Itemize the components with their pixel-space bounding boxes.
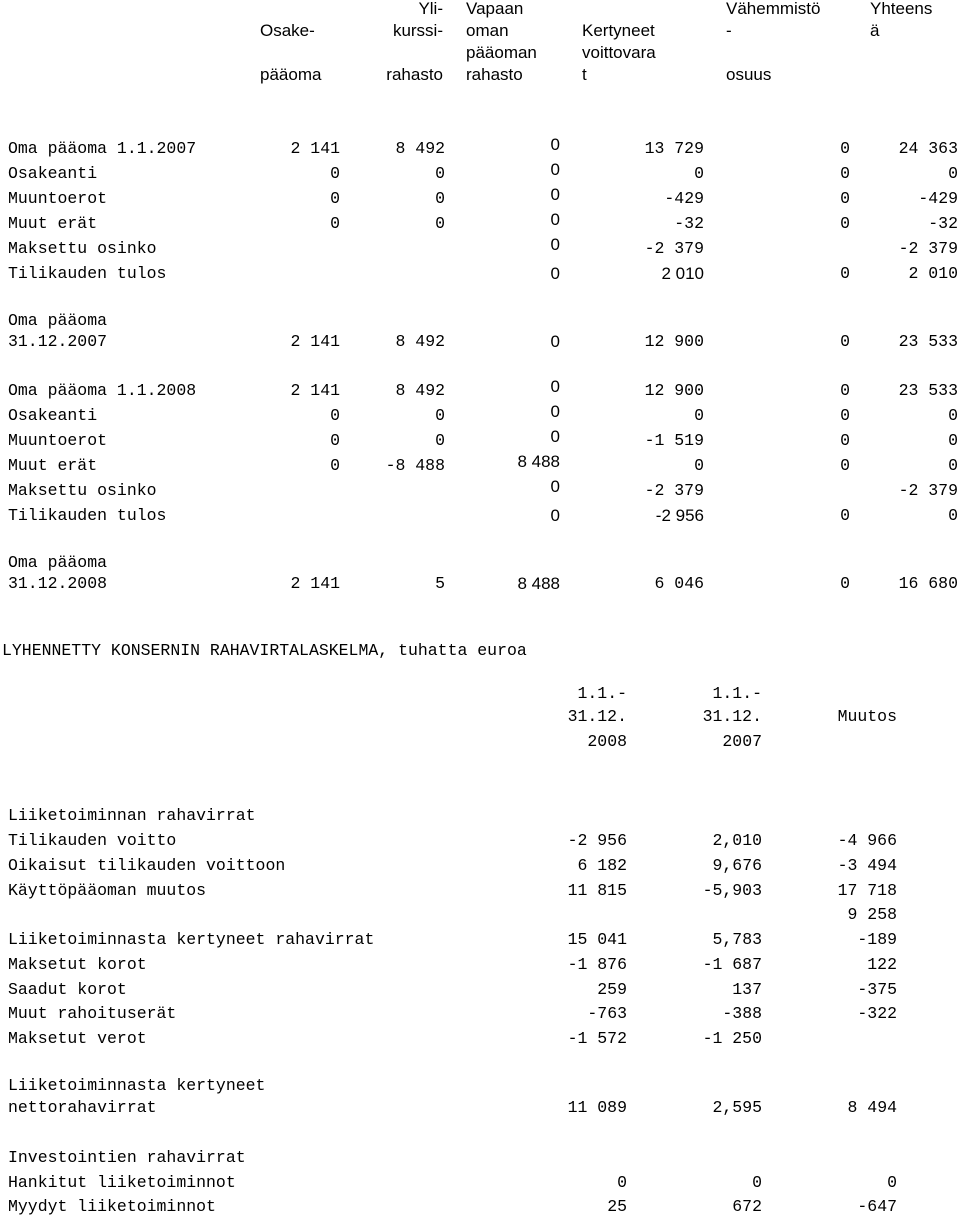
equity-cell-vahemmistoosuus: 0: [840, 574, 850, 593]
equity-cell-vapaan-oman-paaoman-rahasto: 0: [550, 427, 560, 446]
equity-cell-vapaan-oman-paaoman-rahasto: 0: [550, 332, 560, 351]
equity-row-label: Muut erät: [8, 456, 98, 475]
column-header-vapaan: rahasto: [466, 65, 523, 84]
equity-row-label: Muuntoerot: [8, 431, 108, 450]
cashflow-row-label: Oikaisut tilikauden voittoon: [8, 856, 286, 875]
equity-cell-kertyneet-voittovarat: 0: [694, 164, 704, 183]
equity-cell-kertyneet-voittovarat: -1 519: [644, 431, 704, 450]
equity-cell-yhteensa: 0: [948, 506, 958, 525]
cashflow-cell-2008: -1 876: [567, 955, 627, 974]
equity-cell-ylikurssirahasto: 5: [435, 574, 445, 593]
equity-cell-vapaan-oman-paaoman-rahasto: 0: [550, 377, 560, 396]
cashflow-cell-2007: -1 687: [702, 955, 762, 974]
equity-cell-kertyneet-voittovarat: 12 900: [644, 332, 704, 351]
equity-cell-osakepaaoma: 0: [330, 431, 340, 450]
cashflow-title: LYHENNETTY KONSERNIN RAHAVIRTALASKELMA, tuhatta euroa: [2, 641, 527, 660]
equity-cell-vahemmistoosuus: 0: [840, 264, 850, 283]
equity-cell-yhteensa: -429: [918, 189, 958, 208]
column-header-yhteensa: ä: [870, 21, 880, 40]
equity-cell-osakepaaoma: 0: [330, 189, 340, 208]
column-header-osake: Osake-: [260, 21, 315, 40]
equity-cell-ylikurssirahasto: 0: [435, 431, 445, 450]
cashflow-cell-muutos: 122: [867, 955, 897, 974]
cashflow-cell-2008: 15 041: [567, 930, 627, 949]
cashflow-cell-2008: 11 089: [567, 1098, 627, 1117]
column-header-kertyneet: voittovara: [582, 43, 656, 62]
cashflow-cell-2007: 2,010: [712, 831, 762, 850]
cashflow-cell-muutos: -647: [857, 1197, 897, 1216]
cashflow-cell-muutos: 8 494: [847, 1098, 897, 1117]
equity-cell-kertyneet-voittovarat: -429: [664, 189, 704, 208]
equity-cell-osakepaaoma: 0: [330, 406, 340, 425]
equity-cell-vapaan-oman-paaoman-rahasto: 0: [550, 135, 560, 154]
equity-cell-ylikurssirahasto: 0: [435, 214, 445, 233]
cashflow-cell-2007: 672: [732, 1197, 762, 1216]
equity-cell-ylikurssirahasto: 8 492: [395, 139, 445, 158]
cashflow-cell-muutos: 9 258: [847, 905, 897, 924]
equity-cell-yhteensa: -2 379: [898, 481, 958, 500]
cashflow-row-label: Käyttöpääoman muutos: [8, 881, 207, 900]
equity-cell-kertyneet-voittovarat: -2 379: [644, 481, 704, 500]
equity-cell-kertyneet-voittovarat: -32: [674, 214, 704, 233]
equity-cell-kertyneet-voittovarat: 0: [694, 406, 704, 425]
cashflow-cell-muutos: -4 966: [837, 831, 897, 850]
equity-cell-ylikurssirahasto: 8 492: [395, 332, 445, 351]
equity-cell-osakepaaoma: 2 141: [290, 139, 340, 158]
equity-row-label: Muuntoerot: [8, 189, 108, 208]
equity-cell-yhteensa: 0: [948, 406, 958, 425]
cashflow-column-header-2008: 2008: [587, 732, 627, 751]
equity-cell-vapaan-oman-paaoman-rahasto: 0: [550, 210, 560, 229]
column-header-vapaan: pääoman: [466, 43, 537, 62]
equity-cell-kertyneet-voittovarat: 13 729: [644, 139, 704, 158]
equity-cell-kertyneet-voittovarat: -2 379: [644, 239, 704, 258]
equity-cell-vapaan-oman-paaoman-rahasto: 8 488: [517, 452, 560, 471]
equity-cell-vahemmistoosuus: 0: [840, 214, 850, 233]
cashflow-cell-2008: -763: [587, 1004, 627, 1023]
cashflow-column-header-2007: 2007: [722, 732, 762, 751]
equity-cell-yhteensa: 2 010: [908, 264, 958, 283]
equity-cell-vapaan-oman-paaoman-rahasto: 8 488: [517, 574, 560, 593]
cashflow-row-label: Maksetut korot: [8, 955, 147, 974]
cashflow-cell-2007: 9,676: [712, 856, 762, 875]
equity-cell-osakepaaoma: 2 141: [290, 381, 340, 400]
equity-cell-ylikurssirahasto: 0: [435, 189, 445, 208]
cashflow-row-label: Muut rahoituserät: [8, 1004, 177, 1023]
equity-cell-ylikurssirahasto: 8 492: [395, 381, 445, 400]
column-header-vahemmisto: -: [726, 21, 732, 40]
column-header-yhteensa: Yhteens: [870, 0, 933, 18]
cashflow-cell-muutos: -189: [857, 930, 897, 949]
equity-cell-osakepaaoma: 0: [330, 214, 340, 233]
cashflow-column-header-2007: 1.1.-: [712, 684, 762, 703]
cashflow-cell-muutos: -3 494: [837, 856, 897, 875]
equity-cell-vahemmistoosuus: 0: [840, 164, 850, 183]
equity-row-label: Oma pääoma: [8, 553, 108, 572]
equity-cell-osakepaaoma: 0: [330, 164, 340, 183]
cashflow-row-label: Liiketoiminnasta kertyneet: [8, 1076, 266, 1095]
equity-cell-yhteensa: -2 379: [898, 239, 958, 258]
equity-cell-vapaan-oman-paaoman-rahasto: 0: [550, 235, 560, 254]
cashflow-cell-2007: 0: [752, 1173, 762, 1192]
cashflow-row-label: Hankitut liiketoiminnot: [8, 1173, 236, 1192]
equity-cell-vahemmistoosuus: 0: [840, 506, 850, 525]
column-header-osake: pääoma: [260, 65, 322, 84]
cashflow-column-header-2008: 31.12.: [567, 707, 627, 726]
equity-row-label: Oma pääoma: [8, 311, 108, 330]
equity-row-label: Oma pääoma 1.1.2008: [8, 381, 197, 400]
cashflow-row-label: Investointien rahavirrat: [8, 1148, 246, 1167]
equity-cell-ylikurssirahasto: -8 488: [385, 456, 445, 475]
equity-cell-kertyneet-voittovarat: -2 956: [655, 506, 704, 525]
equity-cell-kertyneet-voittovarat: 0: [694, 456, 704, 475]
cashflow-row-label: Myydyt liiketoiminnot: [8, 1197, 216, 1216]
equity-cell-vahemmistoosuus: 0: [840, 431, 850, 450]
cashflow-cell-2007: 137: [732, 980, 762, 999]
equity-cell-ylikurssirahasto: 0: [435, 406, 445, 425]
equity-row-label: Tilikauden tulos: [8, 264, 167, 283]
equity-cell-kertyneet-voittovarat: 2 010: [661, 264, 704, 283]
cashflow-cell-2007: -5,903: [702, 881, 762, 900]
equity-cell-vapaan-oman-paaoman-rahasto: 0: [550, 264, 560, 283]
equity-cell-kertyneet-voittovarat: 6 046: [654, 574, 704, 593]
cashflow-cell-2007: -1 250: [702, 1029, 762, 1048]
equity-cell-vapaan-oman-paaoman-rahasto: 0: [550, 506, 560, 525]
equity-cell-yhteensa: 24 363: [898, 139, 958, 158]
column-header-vapaan: Vapaan: [466, 0, 524, 18]
equity-cell-yhteensa: 0: [948, 456, 958, 475]
cashflow-cell-2007: -388: [722, 1004, 762, 1023]
cashflow-cell-2008: 11 815: [567, 881, 627, 900]
equity-cell-vahemmistoosuus: 0: [840, 456, 850, 475]
equity-cell-vapaan-oman-paaoman-rahasto: 0: [550, 160, 560, 179]
cashflow-column-header-2008: 1.1.-: [577, 684, 627, 703]
equity-row-date: 31.12.2008: [8, 574, 108, 593]
equity-cell-yhteensa: 16 680: [898, 574, 958, 593]
equity-cell-vahemmistoosuus: 0: [840, 381, 850, 400]
equity-row-label: Tilikauden tulos: [8, 506, 167, 525]
equity-row-label: Maksettu osinko: [8, 239, 157, 258]
equity-cell-vapaan-oman-paaoman-rahasto: 0: [550, 185, 560, 204]
equity-cell-vahemmistoosuus: 0: [840, 332, 850, 351]
cashflow-cell-2007: 5,783: [712, 930, 762, 949]
column-header-kertyneet: t: [582, 65, 587, 84]
equity-row-label: Oma pääoma 1.1.2007: [8, 139, 197, 158]
cashflow-cell-2008: 6 182: [577, 856, 627, 875]
equity-cell-vahemmistoosuus: 0: [840, 189, 850, 208]
cashflow-cell-muutos: 17 718: [837, 881, 897, 900]
equity-cell-kertyneet-voittovarat: 12 900: [644, 381, 704, 400]
equity-cell-yhteensa: 23 533: [898, 381, 958, 400]
cashflow-row-label: Tilikauden voitto: [8, 831, 177, 850]
equity-cell-vahemmistoosuus: 0: [840, 139, 850, 158]
equity-cell-ylikurssirahasto: 0: [435, 164, 445, 183]
equity-cell-vapaan-oman-paaoman-rahasto: 0: [550, 402, 560, 421]
cashflow-cell-2008: 25: [607, 1197, 627, 1216]
equity-cell-vahemmistoosuus: 0: [840, 406, 850, 425]
cashflow-cell-2007: 2,595: [712, 1098, 762, 1117]
cashflow-row-label: Maksetut verot: [8, 1029, 147, 1048]
cashflow-row-label-cont: nettorahavirrat: [8, 1098, 157, 1117]
column-header-vapaan: oman: [466, 21, 509, 40]
cashflow-cell-2008: -1 572: [567, 1029, 627, 1048]
cashflow-column-header-muutos: Muutos: [837, 707, 897, 726]
column-header-vahemmisto: Vähemmistö: [726, 0, 821, 18]
equity-cell-osakepaaoma: 2 141: [290, 332, 340, 351]
cashflow-row-label: Saadut korot: [8, 980, 127, 999]
equity-row-date: 31.12.2007: [8, 332, 108, 351]
equity-cell-yhteensa: 0: [948, 431, 958, 450]
column-header-kertyneet: Kertyneet: [582, 21, 655, 40]
cashflow-cell-muutos: -375: [857, 980, 897, 999]
equity-cell-yhteensa: 0: [948, 164, 958, 183]
column-header-yli: Yli-: [418, 0, 443, 18]
equity-row-label: Maksettu osinko: [8, 481, 157, 500]
equity-row-label: Muut erät: [8, 214, 98, 233]
equity-cell-osakepaaoma: 0: [330, 456, 340, 475]
cashflow-row-label: Liiketoiminnan rahavirrat: [8, 806, 256, 825]
cashflow-cell-muutos: -322: [857, 1004, 897, 1023]
cashflow-row-label: Liiketoiminnasta kertyneet rahavirrat: [8, 930, 375, 949]
column-header-vahemmisto: osuus: [726, 65, 772, 84]
cashflow-cell-2008: 259: [597, 980, 627, 999]
column-header-yli: kurssi-: [392, 21, 443, 40]
cashflow-cell-muutos: 0: [887, 1173, 897, 1192]
equity-cell-yhteensa: 23 533: [898, 332, 958, 351]
equity-row-label: Osakeanti: [8, 406, 98, 425]
equity-cell-osakepaaoma: 2 141: [290, 574, 340, 593]
equity-cell-vapaan-oman-paaoman-rahasto: 0: [550, 477, 560, 496]
equity-row-label: Osakeanti: [8, 164, 98, 183]
column-header-yli: rahasto: [386, 65, 443, 84]
cashflow-cell-2008: 0: [617, 1173, 627, 1192]
cashflow-cell-2008: -2 956: [567, 831, 627, 850]
equity-cell-yhteensa: -32: [928, 214, 958, 233]
cashflow-column-header-2007: 31.12.: [702, 707, 762, 726]
